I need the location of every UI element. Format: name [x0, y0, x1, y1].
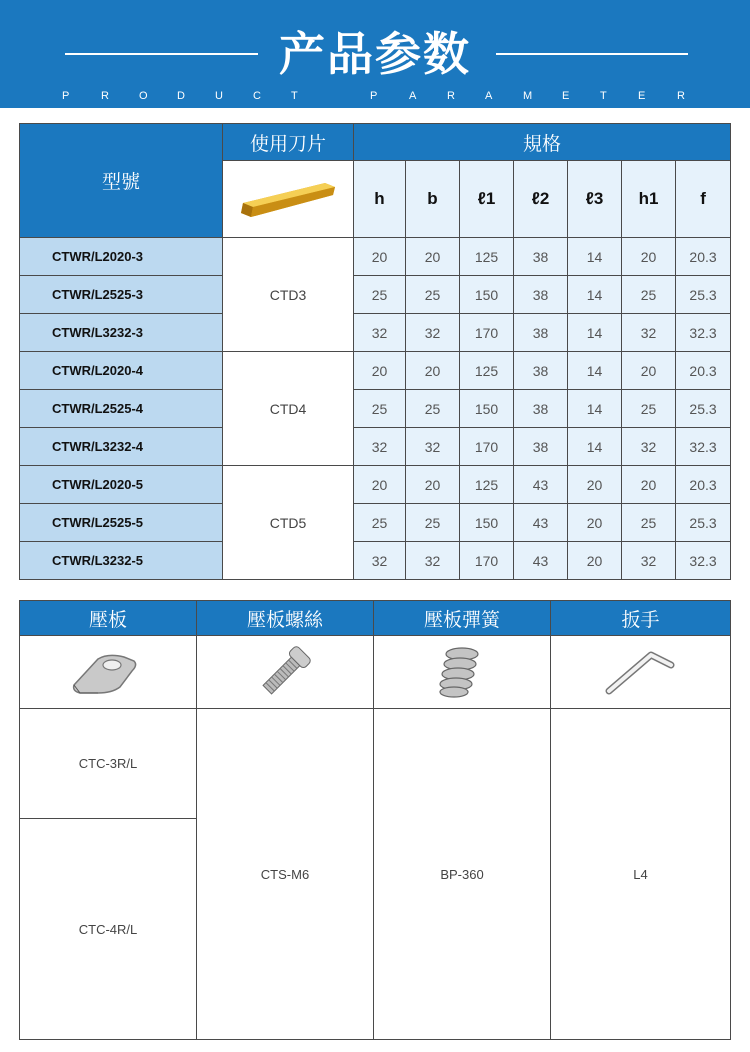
- value-cell: 25: [354, 390, 406, 428]
- wrench-value: L4: [551, 709, 731, 1040]
- param-h: h: [354, 161, 406, 238]
- subtitle-letter: C: [253, 90, 261, 102]
- model-cell: CTWR/L3232-4: [20, 428, 223, 466]
- screw-image: [197, 636, 374, 709]
- subtitle-letter: U: [215, 90, 223, 102]
- value-cell: 14: [568, 314, 622, 352]
- param-b: b: [406, 161, 460, 238]
- value-cell: 32: [406, 542, 460, 580]
- table-row: [20, 466, 731, 504]
- clamp-value-1: CTC-3R/L: [20, 709, 197, 819]
- value-cell: 25.3: [676, 276, 731, 314]
- table-row: [20, 428, 731, 466]
- model-cell: CTWR/L3232-3: [20, 314, 223, 352]
- clamp-image: [20, 636, 197, 709]
- param-l2: ℓ2: [514, 161, 568, 238]
- value-cell: 32: [354, 428, 406, 466]
- value-cell: 38: [514, 428, 568, 466]
- header-spec: 規格: [354, 124, 731, 161]
- value-cell: 14: [568, 390, 622, 428]
- header-clamp-spring: 壓板彈簧: [374, 601, 551, 636]
- value-cell: 25: [406, 390, 460, 428]
- param-h1: h1: [622, 161, 676, 238]
- value-cell: 32: [354, 314, 406, 352]
- banner: [0, 0, 750, 108]
- model-cell: CTWR/L2525-3: [20, 276, 223, 314]
- value-cell: 20.3: [676, 466, 731, 504]
- value-cell: 20: [568, 504, 622, 542]
- value-cell: 20: [406, 238, 460, 276]
- clamp-value-2: CTC-4R/L: [20, 819, 197, 1040]
- model-cell: CTWR/L2525-4: [20, 390, 223, 428]
- subtitle-letter: O: [139, 90, 148, 102]
- spring-icon: [432, 642, 492, 702]
- value-cell: 14: [568, 276, 622, 314]
- value-cell: 14: [568, 238, 622, 276]
- table-row: [20, 276, 731, 314]
- subtitle-letter: P: [370, 90, 378, 102]
- value-cell: 170: [460, 428, 514, 466]
- value-cell: 32.3: [676, 542, 731, 580]
- value-cell: 20: [354, 238, 406, 276]
- subtitle-letter: T: [291, 90, 298, 102]
- subtitle-letter: T: [600, 90, 607, 102]
- value-cell: 25: [406, 504, 460, 542]
- value-cell: 20: [406, 352, 460, 390]
- value-cell: 43: [514, 542, 568, 580]
- value-cell: 32: [406, 428, 460, 466]
- value-cell: 150: [460, 504, 514, 542]
- value-cell: 32.3: [676, 314, 731, 352]
- model-cell: CTWR/L2020-3: [20, 238, 223, 276]
- table-row: [20, 352, 731, 390]
- value-cell: 38: [514, 352, 568, 390]
- insert-cell: CTD5: [223, 466, 354, 580]
- value-cell: 32.3: [676, 428, 731, 466]
- spring-value: BP-360: [374, 709, 551, 1040]
- value-cell: 14: [568, 352, 622, 390]
- subtitle-letter: D: [177, 90, 185, 102]
- insert-image: [223, 161, 354, 238]
- value-cell: 170: [460, 542, 514, 580]
- value-cell: 150: [460, 276, 514, 314]
- value-cell: 20: [406, 466, 460, 504]
- value-cell: 43: [514, 504, 568, 542]
- value-cell: 25: [354, 276, 406, 314]
- value-cell: 32: [622, 428, 676, 466]
- header-model: 型號: [20, 124, 223, 238]
- subtitle-letter: E: [638, 90, 646, 102]
- header-insert: 使用刀片: [223, 124, 354, 161]
- clamp-icon: [68, 647, 148, 697]
- screw-icon: [250, 642, 320, 702]
- header-clamp: 壓板: [20, 601, 197, 636]
- value-cell: 32: [622, 314, 676, 352]
- subtitle-letter: R: [447, 90, 455, 102]
- value-cell: 38: [514, 390, 568, 428]
- value-cell: 20: [354, 466, 406, 504]
- value-cell: 20: [568, 466, 622, 504]
- value-cell: 38: [514, 238, 568, 276]
- value-cell: 14: [568, 428, 622, 466]
- value-cell: 25: [622, 504, 676, 542]
- table-row: [20, 390, 731, 428]
- subtitle-letter: M: [523, 90, 533, 102]
- value-cell: 25: [406, 276, 460, 314]
- value-cell: 25.3: [676, 390, 731, 428]
- subtitle-letter: P: [62, 90, 70, 102]
- wrench-image: [551, 636, 731, 709]
- screw-value: CTS-M6: [197, 709, 374, 1040]
- value-cell: 125: [460, 466, 514, 504]
- spec-table: [19, 123, 731, 580]
- model-cell: CTWR/L3232-5: [20, 542, 223, 580]
- value-cell: 32: [354, 542, 406, 580]
- value-cell: 25: [354, 504, 406, 542]
- param-l1: ℓ1: [460, 161, 514, 238]
- value-cell: 20.3: [676, 352, 731, 390]
- value-cell: 170: [460, 314, 514, 352]
- value-cell: 20: [354, 352, 406, 390]
- model-cell: CTWR/L2020-4: [20, 352, 223, 390]
- model-cell: CTWR/L2020-5: [20, 466, 223, 504]
- subtitle-letter: A: [485, 90, 493, 102]
- table-row: [20, 238, 731, 276]
- header-wrench: 扳手: [551, 601, 731, 636]
- table-row: [20, 504, 731, 542]
- value-cell: 38: [514, 314, 568, 352]
- hex-key-icon: [601, 647, 681, 697]
- header-clamp-screw: 壓板螺絲: [197, 601, 374, 636]
- param-l3: ℓ3: [568, 161, 622, 238]
- insert-blade-icon: [235, 173, 341, 225]
- value-cell: 43: [514, 466, 568, 504]
- subtitle-letter: A: [409, 90, 417, 102]
- value-cell: 125: [460, 238, 514, 276]
- value-cell: 32: [406, 314, 460, 352]
- value-cell: 20: [622, 238, 676, 276]
- value-cell: 38: [514, 276, 568, 314]
- insert-cell: CTD4: [223, 352, 354, 466]
- model-cell: CTWR/L2525-5: [20, 504, 223, 542]
- value-cell: 25: [622, 276, 676, 314]
- spring-image: [374, 636, 551, 709]
- insert-cell: CTD3: [223, 238, 354, 352]
- value-cell: 20: [622, 352, 676, 390]
- value-cell: 20.3: [676, 238, 731, 276]
- value-cell: 32: [622, 542, 676, 580]
- table-row: [20, 314, 731, 352]
- value-cell: 25.3: [676, 504, 731, 542]
- param-f: f: [676, 161, 731, 238]
- subtitle-letter: R: [101, 90, 109, 102]
- value-cell: 20: [622, 466, 676, 504]
- value-cell: 25: [622, 390, 676, 428]
- value-cell: 125: [460, 352, 514, 390]
- banner-title: 产品参数: [279, 27, 471, 81]
- subtitle-letter: E: [562, 90, 570, 102]
- parts-table: [19, 600, 731, 1040]
- subtitle-letter: R: [677, 90, 685, 102]
- table-row: [20, 542, 731, 580]
- value-cell: 150: [460, 390, 514, 428]
- value-cell: 20: [568, 542, 622, 580]
